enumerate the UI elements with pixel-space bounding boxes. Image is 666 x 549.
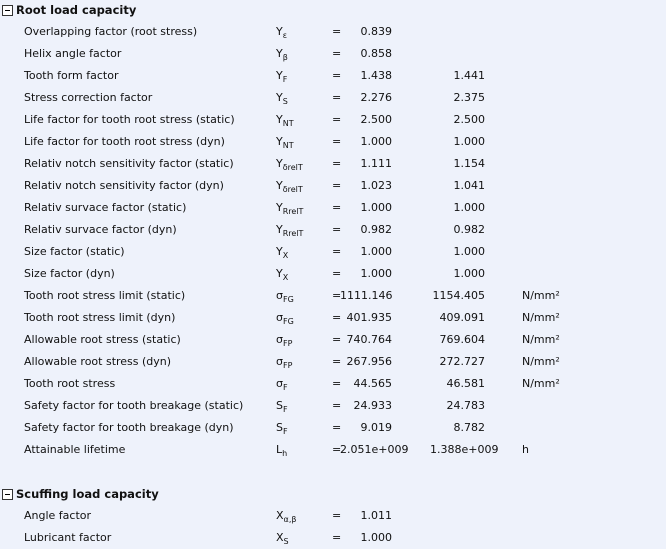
value-gear-1: 740.764 bbox=[346, 333, 392, 346]
symbol-subscript: δrelT bbox=[282, 185, 303, 194]
row-symbol bbox=[276, 91, 288, 105]
value-gear-2: 1.441 bbox=[453, 69, 485, 82]
symbol-subscript: F bbox=[282, 383, 288, 392]
value-gear-1: 1.011 bbox=[360, 509, 392, 522]
table-row bbox=[0, 263, 666, 285]
symbol-base: X bbox=[276, 509, 284, 522]
row-symbol bbox=[276, 509, 296, 523]
unit-label: N/mm² bbox=[522, 333, 560, 346]
value-gear-2: 0.982 bbox=[453, 223, 485, 236]
equals-sign: = bbox=[332, 333, 342, 346]
table-row bbox=[0, 527, 666, 549]
row-label: Stress correction factor bbox=[24, 91, 153, 104]
table-row bbox=[0, 329, 666, 351]
row-label: Life factor for tooth root stress (dyn) bbox=[24, 135, 225, 148]
section-header-scuffing-load[interactable] bbox=[0, 484, 666, 504]
value-gear-1: 1.000 bbox=[360, 135, 392, 148]
unit-label: N/mm² bbox=[522, 377, 560, 390]
equals-sign: = bbox=[332, 355, 342, 368]
row-label: Helix angle factor bbox=[24, 47, 122, 60]
symbol-base: Y bbox=[276, 135, 283, 148]
row-symbol bbox=[276, 25, 287, 39]
symbol-base: Y bbox=[276, 245, 283, 258]
symbol-base: σ bbox=[276, 377, 283, 390]
row-label: Relativ notch sensitivity factor (static) bbox=[24, 157, 234, 170]
row-symbol bbox=[276, 289, 294, 303]
equals-sign: = bbox=[332, 421, 342, 434]
symbol-base: X bbox=[276, 531, 284, 544]
section-title: Scuffing load capacity bbox=[16, 487, 159, 501]
equals-sign: = bbox=[332, 113, 342, 126]
unit-label: h bbox=[522, 443, 529, 456]
symbol-base: σ bbox=[276, 355, 283, 368]
equals-sign: = bbox=[332, 399, 342, 412]
symbol-subscript: ε bbox=[282, 31, 288, 40]
value-gear-1: 44.565 bbox=[353, 377, 392, 390]
row-label: Allowable root stress (dyn) bbox=[24, 355, 172, 368]
symbol-subscript: RrelT bbox=[282, 229, 304, 238]
symbol-subscript: NT bbox=[282, 141, 294, 150]
equals-sign: = bbox=[332, 289, 342, 302]
value-gear-1: 1111.146 bbox=[340, 289, 393, 302]
symbol-base: Y bbox=[276, 223, 283, 236]
row-label: Tooth root stress bbox=[24, 377, 116, 390]
value-gear-2: 1.000 bbox=[453, 267, 485, 280]
table-row bbox=[0, 175, 666, 197]
symbol-base: Y bbox=[276, 113, 283, 126]
symbol-subscript: F bbox=[282, 427, 288, 436]
value-gear-1: 1.000 bbox=[360, 267, 392, 280]
row-symbol bbox=[276, 267, 288, 281]
row-label: Relativ survace factor (dyn) bbox=[24, 223, 177, 236]
value-gear-1: 1.111 bbox=[360, 157, 392, 170]
row-label: Safety factor for tooth breakage (dyn) bbox=[24, 421, 234, 434]
value-gear-1: 1.000 bbox=[360, 201, 392, 214]
symbol-subscript: FP bbox=[282, 361, 293, 370]
table-row bbox=[0, 197, 666, 219]
equals-sign: = bbox=[332, 47, 342, 60]
equals-sign: = bbox=[332, 267, 342, 280]
value-gear-2: 272.727 bbox=[439, 355, 485, 368]
table-row bbox=[0, 285, 666, 307]
row-label: Size factor (static) bbox=[24, 245, 125, 258]
table-row bbox=[0, 153, 666, 175]
symbol-subscript: h bbox=[282, 449, 288, 458]
symbol-subscript: X bbox=[282, 273, 289, 282]
value-gear-1: 1.023 bbox=[360, 179, 392, 192]
table-row bbox=[0, 65, 666, 87]
row-symbol bbox=[276, 157, 303, 171]
value-gear-2: 1.154 bbox=[453, 157, 485, 170]
collapse-minus-icon[interactable] bbox=[2, 489, 13, 500]
row-label: Safety factor for tooth breakage (static) bbox=[24, 399, 244, 412]
table-row bbox=[0, 241, 666, 263]
row-symbol bbox=[276, 333, 292, 347]
row-symbol bbox=[276, 355, 292, 369]
table-row bbox=[0, 131, 666, 153]
value-gear-1: 0.982 bbox=[360, 223, 392, 236]
symbol-base: Y bbox=[276, 201, 283, 214]
row-symbol bbox=[276, 47, 288, 61]
value-gear-2: 1154.405 bbox=[432, 289, 485, 302]
row-symbol bbox=[276, 311, 294, 325]
symbol-subscript: S bbox=[282, 97, 288, 106]
symbol-base: σ bbox=[276, 333, 283, 346]
value-gear-2: 2.500 bbox=[453, 113, 485, 126]
symbol-subscript: F bbox=[282, 405, 288, 414]
unit-label: N/mm² bbox=[522, 311, 560, 324]
row-symbol bbox=[276, 223, 303, 237]
value-gear-2: 1.388e+009 bbox=[430, 443, 499, 456]
symbol-subscript: F bbox=[282, 75, 288, 84]
table-row bbox=[0, 351, 666, 373]
section-title: Root load capacity bbox=[16, 3, 137, 17]
symbol-subscript: β bbox=[282, 53, 288, 62]
row-label: Tooth root stress limit (static) bbox=[24, 289, 186, 302]
table-row bbox=[0, 307, 666, 329]
value-gear-1: 1.438 bbox=[360, 69, 392, 82]
row-symbol bbox=[276, 179, 303, 193]
symbol-base: σ bbox=[276, 311, 283, 324]
table-row bbox=[0, 373, 666, 395]
row-label: Life factor for tooth root stress (static) bbox=[24, 113, 235, 126]
symbol-subscript: NT bbox=[282, 119, 294, 128]
equals-sign: = bbox=[332, 201, 342, 214]
symbol-subscript: S bbox=[283, 537, 289, 546]
symbol-subscript: X bbox=[282, 251, 289, 260]
table-row bbox=[0, 109, 666, 131]
table-row bbox=[0, 417, 666, 439]
symbol-base: S bbox=[276, 421, 283, 434]
equals-sign: = bbox=[332, 443, 342, 456]
symbol-base: Y bbox=[276, 47, 283, 60]
symbol-subscript: FG bbox=[282, 317, 294, 326]
row-label: Lubricant factor bbox=[24, 531, 112, 544]
value-gear-1: 0.858 bbox=[360, 47, 392, 60]
value-gear-2: 409.091 bbox=[439, 311, 485, 324]
section-header-root-load[interactable] bbox=[0, 0, 666, 20]
value-gear-1: 24.933 bbox=[353, 399, 392, 412]
symbol-subscript: FG bbox=[282, 295, 294, 304]
equals-sign: = bbox=[332, 91, 342, 104]
equals-sign: = bbox=[332, 377, 342, 390]
table-row bbox=[0, 505, 666, 527]
value-gear-1: 401.935 bbox=[346, 311, 392, 324]
value-gear-2: 2.375 bbox=[453, 91, 485, 104]
symbol-base: Y bbox=[276, 91, 283, 104]
unit-label: N/mm² bbox=[522, 289, 560, 302]
equals-sign: = bbox=[332, 509, 342, 522]
row-symbol bbox=[276, 113, 294, 127]
row-label: Tooth form factor bbox=[24, 69, 119, 82]
row-symbol bbox=[276, 135, 294, 149]
value-gear-2: 1.000 bbox=[453, 135, 485, 148]
value-gear-2: 24.783 bbox=[446, 399, 485, 412]
symbol-subscript: RrelT bbox=[282, 207, 304, 216]
value-gear-1: 2.500 bbox=[360, 113, 392, 126]
row-symbol bbox=[276, 377, 288, 391]
equals-sign: = bbox=[332, 531, 342, 544]
value-gear-2: 1.041 bbox=[453, 179, 485, 192]
table-row bbox=[0, 21, 666, 43]
symbol-subscript: α,β bbox=[283, 515, 297, 524]
symbol-base: Y bbox=[276, 267, 283, 280]
value-gear-2: 1.000 bbox=[453, 245, 485, 258]
equals-sign: = bbox=[332, 157, 342, 170]
symbol-subscript: FP bbox=[282, 339, 293, 348]
unit-label: N/mm² bbox=[522, 355, 560, 368]
value-gear-2: 1.000 bbox=[453, 201, 485, 214]
table-row bbox=[0, 395, 666, 417]
row-symbol bbox=[276, 399, 288, 413]
value-gear-2: 46.581 bbox=[446, 377, 485, 390]
equals-sign: = bbox=[332, 179, 342, 192]
value-gear-1: 1.000 bbox=[360, 245, 392, 258]
value-gear-2: 8.782 bbox=[453, 421, 485, 434]
table-row bbox=[0, 219, 666, 241]
value-gear-1: 0.839 bbox=[360, 25, 392, 38]
symbol-base: Y bbox=[276, 157, 283, 170]
row-label: Attainable lifetime bbox=[24, 443, 126, 456]
table-row bbox=[0, 87, 666, 109]
equals-sign: = bbox=[332, 25, 342, 38]
row-symbol bbox=[276, 443, 287, 457]
row-label: Relativ notch sensitivity factor (dyn) bbox=[24, 179, 224, 192]
symbol-base: Y bbox=[276, 25, 283, 38]
value-gear-1: 9.019 bbox=[360, 421, 392, 434]
table-row bbox=[0, 439, 666, 461]
equals-sign: = bbox=[332, 135, 342, 148]
row-symbol bbox=[276, 421, 288, 435]
equals-sign: = bbox=[332, 223, 342, 236]
equals-sign: = bbox=[332, 245, 342, 258]
table-row bbox=[0, 43, 666, 65]
value-gear-2: 769.604 bbox=[439, 333, 485, 346]
row-label: Size factor (dyn) bbox=[24, 267, 115, 280]
row-symbol bbox=[276, 531, 289, 545]
symbol-base: S bbox=[276, 399, 283, 412]
symbol-base: Y bbox=[276, 69, 283, 82]
symbol-base: σ bbox=[276, 289, 283, 302]
row-label: Relativ survace factor (static) bbox=[24, 201, 187, 214]
symbol-base: L bbox=[276, 443, 283, 456]
equals-sign: = bbox=[332, 311, 342, 324]
symbol-base: Y bbox=[276, 179, 283, 192]
row-label: Tooth root stress limit (dyn) bbox=[24, 311, 176, 324]
value-gear-1: 2.276 bbox=[360, 91, 392, 104]
collapse-minus-icon[interactable] bbox=[2, 5, 13, 16]
equals-sign: = bbox=[332, 69, 342, 82]
value-gear-1: 1.000 bbox=[360, 531, 392, 544]
row-label: Allowable root stress (static) bbox=[24, 333, 181, 346]
symbol-subscript: δrelT bbox=[282, 163, 303, 172]
row-label: Angle factor bbox=[24, 509, 92, 522]
row-symbol bbox=[276, 245, 288, 259]
row-symbol bbox=[276, 69, 287, 83]
value-gear-1: 2.051e+009 bbox=[340, 443, 409, 456]
row-symbol bbox=[276, 201, 303, 215]
row-label: Overlapping factor (root stress) bbox=[24, 25, 198, 38]
value-gear-1: 267.956 bbox=[346, 355, 392, 368]
